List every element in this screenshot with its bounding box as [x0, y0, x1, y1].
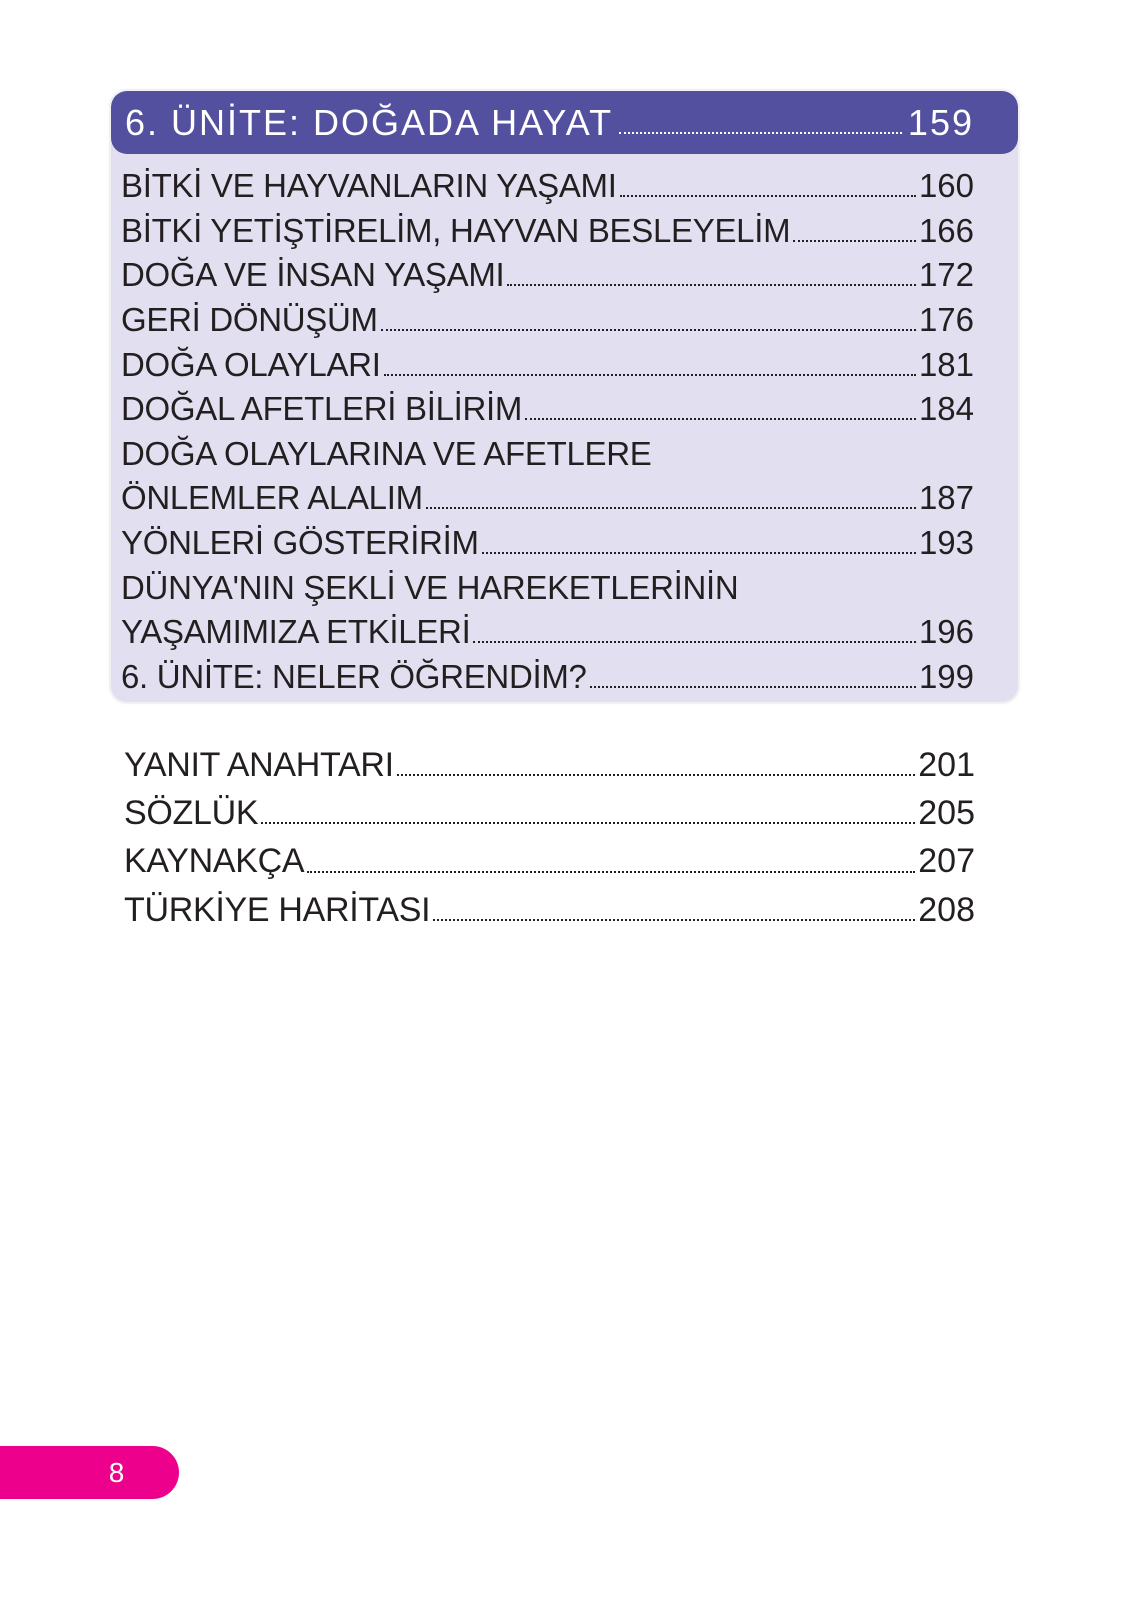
entry-title: ÖNLEMLER ALALIM: [121, 479, 423, 517]
entry-title: DOĞA OLAYLARINA VE AFETLERE: [121, 434, 652, 472]
toc-entry[interactable]: [124, 838, 975, 886]
entry-page: 166: [918, 211, 974, 249]
entry-title: YANIT ANAHTARI: [124, 745, 394, 784]
dot-leader: [793, 240, 916, 242]
toc-entry-line1[interactable]: [121, 432, 974, 477]
entry-page: 172: [918, 256, 974, 294]
toc-entry[interactable]: [121, 655, 974, 700]
toc-entry[interactable]: [124, 741, 975, 789]
entry-page: 181: [918, 345, 974, 383]
entry-page: 176: [918, 301, 974, 339]
entry-page: 208: [918, 890, 975, 929]
toc-entry[interactable]: [124, 789, 975, 837]
entry-title: KAYNAKÇA: [124, 842, 305, 881]
entry-title: DOĞAL AFETLERİ BİLİRİM: [121, 390, 523, 428]
entry-page: 196: [918, 613, 974, 651]
toc-entry[interactable]: [121, 209, 974, 254]
toc-entry[interactable]: [121, 298, 974, 343]
page-number-tab: [0, 1446, 179, 1499]
toc-entry[interactable]: [121, 164, 974, 209]
toc-entry-line2[interactable]: [121, 476, 974, 521]
dot-leader: [307, 871, 915, 873]
toc-entry[interactable]: [121, 253, 974, 298]
dot-leader: [261, 822, 915, 824]
dot-leader: [525, 418, 916, 420]
entry-page: 184: [918, 390, 974, 428]
entry-title: YAŞAMIMIZA ETKİLERİ: [121, 613, 471, 651]
entry-title: TÜRKİYE HARİTASI: [124, 890, 431, 929]
toc-entry[interactable]: [124, 886, 975, 934]
unit-title: 6. ÜNİTE: DOĞADA HAYAT: [125, 101, 614, 143]
dot-leader: [397, 774, 916, 776]
entry-page: 193: [918, 524, 974, 562]
toc-entry[interactable]: [121, 521, 974, 566]
dot-leader: [620, 195, 916, 197]
toc-entry[interactable]: [121, 342, 974, 387]
entry-page: 205: [918, 793, 975, 832]
dot-leader: [619, 132, 902, 134]
entry-title: DOĞA OLAYLARI: [121, 345, 381, 383]
entry-title: YÖNLERİ GÖSTERİRİM: [121, 524, 479, 562]
entry-title: 6. ÜNİTE: NELER ÖĞRENDİM?: [121, 657, 587, 695]
dot-leader: [507, 284, 916, 286]
entry-title: DOĞA VE İNSAN YAŞAMI: [121, 256, 505, 294]
entry-page: 187: [918, 479, 974, 517]
entry-page: 199: [918, 657, 974, 695]
toc-entry-line1[interactable]: [121, 565, 974, 610]
unit-entries: [111, 164, 1018, 699]
dot-leader: [381, 329, 916, 331]
unit-page: 159: [907, 101, 974, 143]
dot-leader: [426, 507, 916, 509]
dot-leader: [384, 374, 916, 376]
entry-title: BİTKİ VE HAYVANLARIN YAŞAMI: [121, 167, 617, 205]
page-number: 8: [108, 1456, 125, 1488]
entry-title: SÖZLÜK: [124, 793, 259, 832]
unit-header[interactable]: [111, 91, 1018, 154]
toc-entry-line2[interactable]: [121, 610, 974, 655]
dot-leader: [433, 919, 915, 921]
dot-leader: [473, 641, 916, 643]
unit-6-toc-box: [111, 91, 1018, 702]
entry-page: 207: [918, 842, 975, 881]
dot-leader: [482, 552, 916, 554]
entry-title: BİTKİ YETİŞTİRELİM, HAYVAN BESLEYELİM: [121, 211, 791, 249]
toc-entry[interactable]: [121, 387, 974, 432]
entry-title: DÜNYA'NIN ŞEKLİ VE HAREKETLERİNİN: [121, 568, 739, 606]
appendix-entries: [124, 741, 975, 934]
dot-leader: [590, 686, 916, 688]
entry-page: 160: [918, 167, 974, 205]
entry-page: 201: [918, 745, 975, 784]
entry-title: GERİ DÖNÜŞÜM: [121, 301, 378, 339]
